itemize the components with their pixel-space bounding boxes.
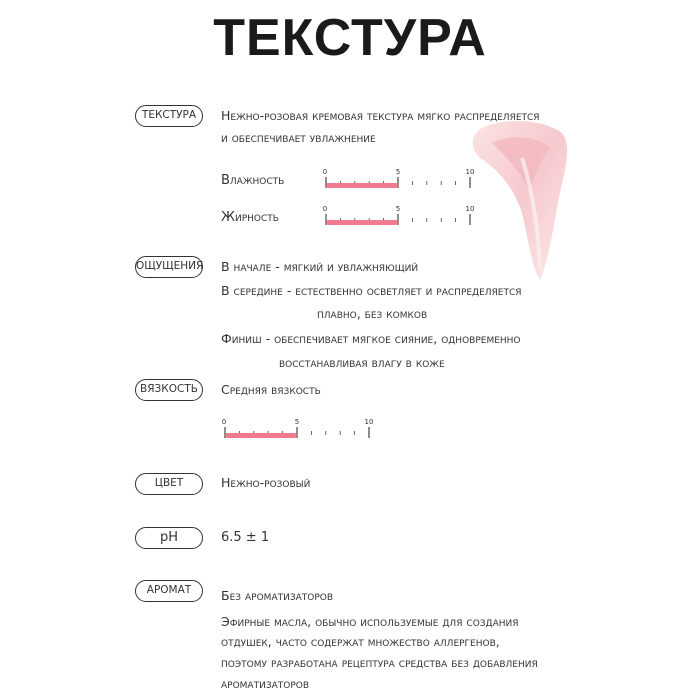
viscosity-fill-bar <box>225 433 297 438</box>
aroma-note-line4: ароматизаторов <box>221 676 310 691</box>
moisture-max-label: 10 <box>465 168 475 176</box>
feel-finish-text-line2: восстанавливая влагу в коже <box>279 355 445 370</box>
feel-middle-text-line1: В середине - естественно осветляет и распределяется <box>221 283 522 298</box>
aroma-note-line2: отдушек, часто содержат множество аллергенов, <box>221 634 500 649</box>
moisture-scale <box>322 165 477 193</box>
oiliness-max-label: 10 <box>465 205 475 213</box>
feel-middle-text-line2: плавно, без комков <box>317 306 428 321</box>
oiliness-mid-label: 5 <box>395 205 401 213</box>
aroma-note-line1: Эфирные масла, обычно используемые для создания <box>221 614 519 629</box>
ph-text: 6.5 ± 1 <box>221 530 270 545</box>
feel-finish-text-line1: Финиш - обеспечивает мягкое сияние, одновременно <box>221 331 521 346</box>
feel-badge: ОЩУЩЕНИЯ <box>135 256 203 278</box>
color-badge: ЦВЕТ <box>135 473 203 495</box>
texture-description-line1: Нежно-розовая кремовая текстура мягко распределяется <box>221 108 540 123</box>
viscosity-badge: ВЯЗКОСТЬ <box>135 379 203 401</box>
moisture-label: Влажность <box>221 173 285 188</box>
moisture-fill-bar <box>326 183 398 188</box>
texture-badge: ТЕКСТУРА <box>135 105 203 127</box>
aroma-badge: АРОМАТ <box>135 580 203 602</box>
oiliness-min-label: 0 <box>322 205 328 213</box>
aroma-text: Без ароматизаторов <box>221 588 334 603</box>
moisture-min-label: 0 <box>322 168 328 176</box>
oiliness-label: Жирность <box>221 210 279 225</box>
feel-start-text: В начале - мягкий и увлажняющий <box>221 259 419 274</box>
aroma-note-line3: поэтому разработана рецептура средства без добавления <box>221 655 538 670</box>
oiliness-fill-bar <box>326 220 398 225</box>
color-text: Нежно-розовый <box>221 475 311 490</box>
ph-badge: pH <box>135 527 203 549</box>
moisture-mid-label: 5 <box>395 168 401 176</box>
oiliness-scale <box>322 202 477 230</box>
page-title: ТЕКСТУРА <box>213 9 487 67</box>
viscosity-min-label: 0 <box>221 418 227 426</box>
viscosity-max-label: 10 <box>364 418 374 426</box>
viscosity-mid-label: 5 <box>294 418 300 426</box>
viscosity-scale <box>221 415 376 443</box>
cream-swatch-image <box>462 118 577 288</box>
viscosity-text: Средняя вязкость <box>221 382 321 397</box>
texture-description-line2: и обеспечивает увлажнение <box>221 130 376 145</box>
